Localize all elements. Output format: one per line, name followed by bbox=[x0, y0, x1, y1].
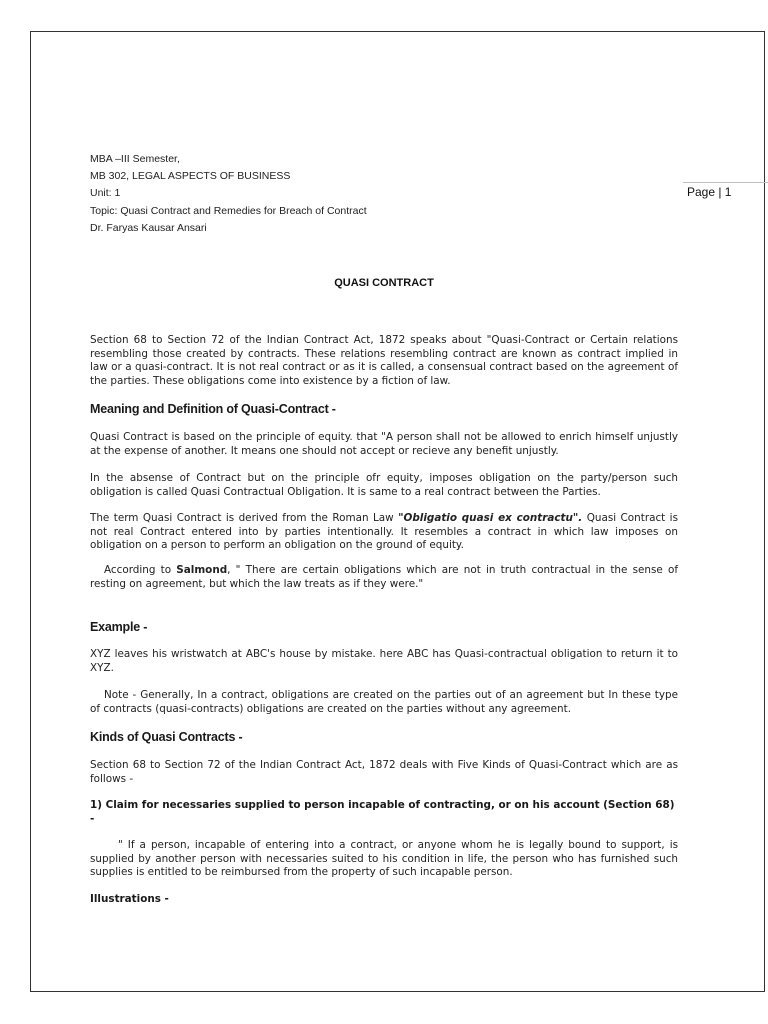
meaning-p3-text-a: The term Quasi Contract is derived from the Roman Law bbox=[90, 512, 399, 524]
example-paragraph: XYZ leaves his wristwatch at ABC's house by mistake. here ABC has Quasi-contractual obligation to return it to XYZ. bbox=[90, 648, 678, 674]
meaning-paragraph-3 bbox=[90, 512, 678, 553]
meaning-paragraph-2: In the absense of Contract but on the principle ofr equity, imposes obligation on the party/person such obligation is called Quasi Contractual Obligation. It is same to a real contract between the Parties. bbox=[90, 472, 678, 498]
meaning-paragraph-1: Quasi Contract is based on the principle of equity. that "A person shall not be allowed to enrich himself unjustly at the expense of another. It means one should not accept or recieve any benefit unjustly. bbox=[90, 431, 678, 457]
meaning-p3-text-b: Quasi Contract is not real Contract entered into by parties intentionally. It resembles a contract in which law imposes on obligation on a person to perform an obligation on the ground of equity. bbox=[90, 512, 678, 552]
kind-1-heading: 1) Claim for necessaries supplied to person incapable of contracting, or on his account (Section 68) - bbox=[90, 799, 675, 825]
salmond-paragraph bbox=[90, 564, 678, 591]
kinds-heading: Kinds of Quasi Contracts - bbox=[90, 730, 243, 744]
header-topic: Topic: Quasi Contract and Remedies for Breach of Contract bbox=[90, 204, 367, 217]
header-course: MB 302, LEGAL ASPECTS OF BUSINESS bbox=[90, 170, 291, 183]
document-header bbox=[90, 151, 367, 237]
meaning-heading: Meaning and Definition of Quasi-Contract - bbox=[90, 402, 336, 416]
example-heading: Example - bbox=[90, 620, 148, 634]
intro-paragraph: Section 68 to Section 72 of the Indian Contract Act, 1872 speaks about "Quasi-Contract or Certain relations resembling those created by contracts. These relations resembling contract are known as contract implied in law or a quasi-contract. It is not real contract or as it is called, a consensual contract based on the agreement of the parties. These obligations come into existence by a fiction of law. bbox=[90, 334, 678, 388]
header-semester: MBA –III Semester, bbox=[90, 153, 180, 165]
kinds-paragraph: Section 68 to Section 72 of the Indian Contract Act, 1872 deals with Five Kinds of Quasi-Contract which are as follows - bbox=[90, 759, 678, 785]
document-title: QUASI CONTRACT bbox=[334, 277, 434, 289]
illustrations-heading: Illustrations - bbox=[90, 893, 169, 905]
page-number-rule bbox=[683, 182, 768, 183]
salmond-name: Salmond bbox=[176, 564, 228, 576]
salmond-p-text-b: , " There are certain obligations which are not in truth contractual in the sense of resting on agreement, but which the law treats as if they were." bbox=[90, 564, 678, 590]
salmond-p-text-a: According to bbox=[104, 564, 177, 576]
page-number: Page | 1 bbox=[687, 185, 732, 199]
kind-1-paragraph: " If a person, incapable of entering into a contract, or anyone whom he is legally bound to support, is supplied by another person with necessaries suited to his condition in life, the person who has furnished such supplies is entitled to be reimbursed from the property of such incapable person. bbox=[90, 839, 678, 879]
note-paragraph: Note - Generally, In a contract, obligations are created on the parties out of an agreement but In these type of contracts (quasi-contracts) obligations are created on the parties without any agreement. bbox=[90, 689, 678, 715]
roman-law-term: "Obligatio quasi ex contractu". bbox=[398, 512, 583, 524]
header-unit: Unit: 1 bbox=[90, 187, 121, 200]
header-author: Dr. Faryas Kausar Ansari bbox=[90, 221, 207, 234]
